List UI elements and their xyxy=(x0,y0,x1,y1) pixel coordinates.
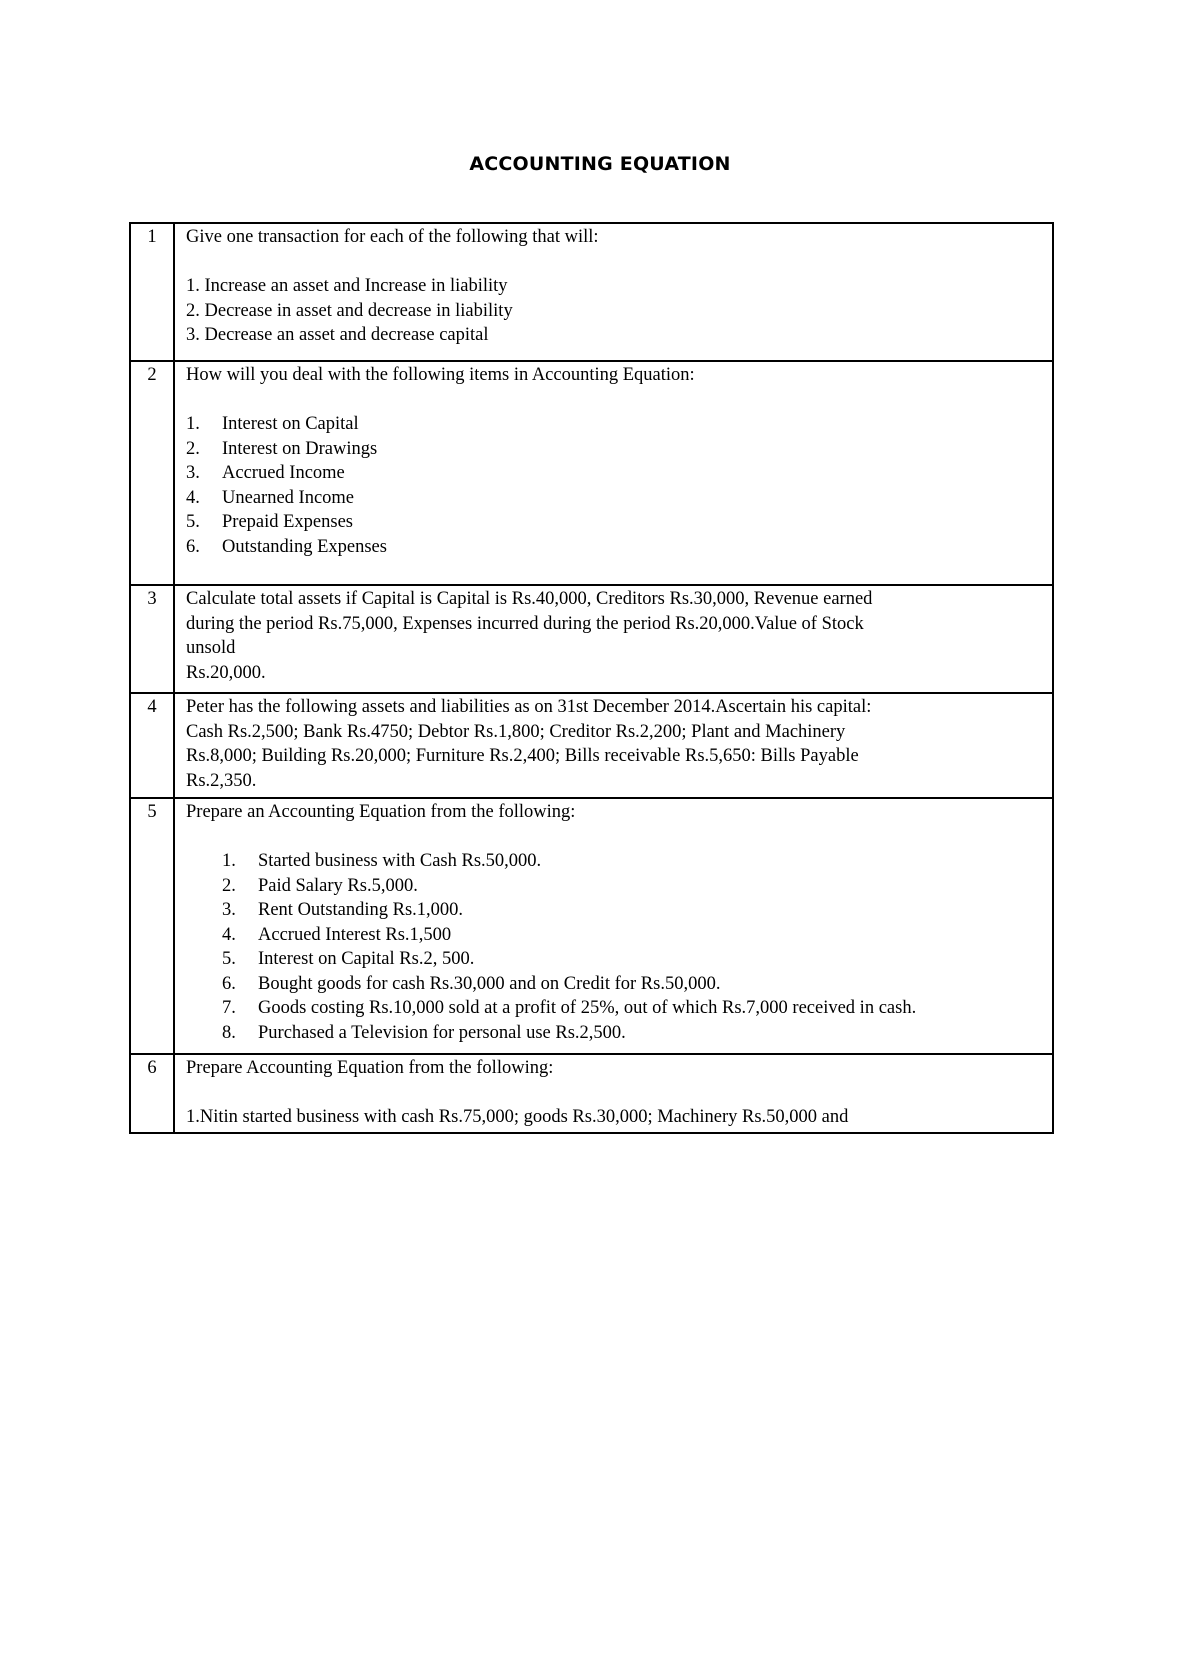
list-item-number: 4. xyxy=(222,924,236,945)
question-row xyxy=(130,693,1053,798)
list-item-number: 6. xyxy=(222,973,236,994)
question-row xyxy=(130,798,1053,1054)
question-text-line: unsold xyxy=(186,638,236,658)
list-item-text: Rent Outstanding Rs.1,000. xyxy=(258,900,464,920)
list-item xyxy=(186,510,1042,535)
questions-table xyxy=(129,222,1054,1134)
list-item xyxy=(186,947,1042,972)
question-text-line: Calculate total assets if Capital is Capital is Rs.40,000, Creditors Rs.30,000, Revenue earned xyxy=(186,589,873,609)
list-item-text: Interest on Capital Rs.2, 500. xyxy=(258,949,475,969)
question-item: 1. Increase an asset and Increase in liability xyxy=(186,276,508,296)
question-item: 3. Decrease an asset and decrease capital xyxy=(186,325,489,345)
question-number: 4 xyxy=(130,693,174,798)
question-row xyxy=(130,361,1053,585)
list-item-text: Bought goods for cash Rs.30,000 and on Credit for Rs.50,000. xyxy=(258,973,721,994)
question-number: 5 xyxy=(130,798,174,1054)
question-intro: Give one transaction for each of the following that will: xyxy=(186,227,599,247)
question-text-line: Cash Rs.2,500; Bank Rs.4750; Debtor Rs.1,800; Creditor Rs.2,200; Plant and Machinery xyxy=(186,721,846,742)
question-item: 1.Nitin started business with cash Rs.75,000; goods Rs.30,000; Machinery Rs.50,000 and xyxy=(186,1107,849,1127)
list-item xyxy=(186,461,1042,486)
list-item-number: 1. xyxy=(222,851,236,871)
question-number: 1 xyxy=(130,223,174,361)
question-text-line: Rs.2,350. xyxy=(186,770,257,791)
question-content xyxy=(174,585,1053,693)
blank-line xyxy=(186,1081,1042,1106)
blank-line xyxy=(186,250,1042,275)
list-item-number: 3. xyxy=(222,900,236,920)
list-item xyxy=(186,412,1042,437)
list-item-text: Accrued Income xyxy=(222,463,345,483)
list-item-number: 5. xyxy=(222,949,236,969)
question-number: 2 xyxy=(130,361,174,585)
question-item-list xyxy=(186,412,1042,559)
list-item xyxy=(186,898,1042,923)
question-content xyxy=(174,223,1053,361)
list-item-text: Unearned Income xyxy=(222,487,355,508)
question-item: 2. Decrease in asset and decrease in liability xyxy=(186,300,513,321)
list-item-number: 2. xyxy=(186,438,200,459)
list-item-number: 6. xyxy=(186,536,200,557)
list-item-number: 3. xyxy=(186,463,200,483)
list-item xyxy=(186,972,1042,997)
list-item xyxy=(186,923,1042,948)
list-item-number: 8. xyxy=(222,1022,236,1043)
blank-line xyxy=(186,388,1042,413)
list-item-text: Accrued Interest Rs.1,500 xyxy=(258,924,452,945)
list-item xyxy=(186,486,1042,511)
question-number: 3 xyxy=(130,585,174,693)
question-row xyxy=(130,1054,1053,1133)
question-content xyxy=(174,693,1053,798)
question-number: 6 xyxy=(130,1054,174,1133)
list-item-text: Purchased a Television for personal use Rs.2,500. xyxy=(258,1022,626,1043)
list-item xyxy=(186,996,1042,1021)
list-item-text: Interest on Capital xyxy=(222,414,359,434)
list-item-number: 1. xyxy=(186,414,200,434)
list-item xyxy=(186,535,1042,560)
list-item-text: Started business with Cash Rs.50,000. xyxy=(258,851,542,871)
list-item-number: 5. xyxy=(186,512,200,532)
list-item xyxy=(186,437,1042,462)
question-intro: Prepare Accounting Equation from the following: xyxy=(186,1058,554,1078)
list-item-text: Interest on Drawings xyxy=(222,438,378,459)
question-text-line: Peter has the following assets and liabilities as on 31st December 2014.Ascertain his capital: xyxy=(186,697,872,717)
question-text-line: during the period Rs.75,000, Expenses incurred during the period Rs.20,000.Value of Stock xyxy=(186,613,864,634)
list-item-text: Paid Salary Rs.5,000. xyxy=(258,875,418,896)
list-item xyxy=(186,1021,1042,1046)
list-item-text: Prepaid Expenses xyxy=(222,512,354,532)
question-intro: How will you deal with the following items in Accounting Equation: xyxy=(186,365,695,385)
page-title: ACCOUNTING EQUATION xyxy=(469,153,731,175)
list-item-number: 4. xyxy=(186,487,200,508)
list-item-number: 7. xyxy=(222,998,236,1018)
blank-line xyxy=(186,825,1042,850)
list-item-text: Outstanding Expenses xyxy=(222,536,387,557)
question-intro: Prepare an Accounting Equation from the following: xyxy=(186,802,576,822)
list-item-number: 2. xyxy=(222,875,236,896)
list-item xyxy=(186,874,1042,899)
list-item xyxy=(186,849,1042,874)
question-item-list xyxy=(186,849,1042,1045)
question-content xyxy=(174,361,1053,585)
question-text-line: Rs.8,000; Building Rs.20,000; Furniture Rs.2,400; Bills receivable Rs.5,650: Bills Payable xyxy=(186,746,859,766)
question-text-line: Rs.20,000. xyxy=(186,662,266,683)
list-item-text: Goods costing Rs.10,000 sold at a profit of 25%, out of which Rs.7,000 received in cash. xyxy=(258,998,917,1018)
question-row xyxy=(130,223,1053,361)
question-content xyxy=(174,798,1053,1054)
question-row xyxy=(130,585,1053,693)
question-content xyxy=(174,1054,1053,1133)
